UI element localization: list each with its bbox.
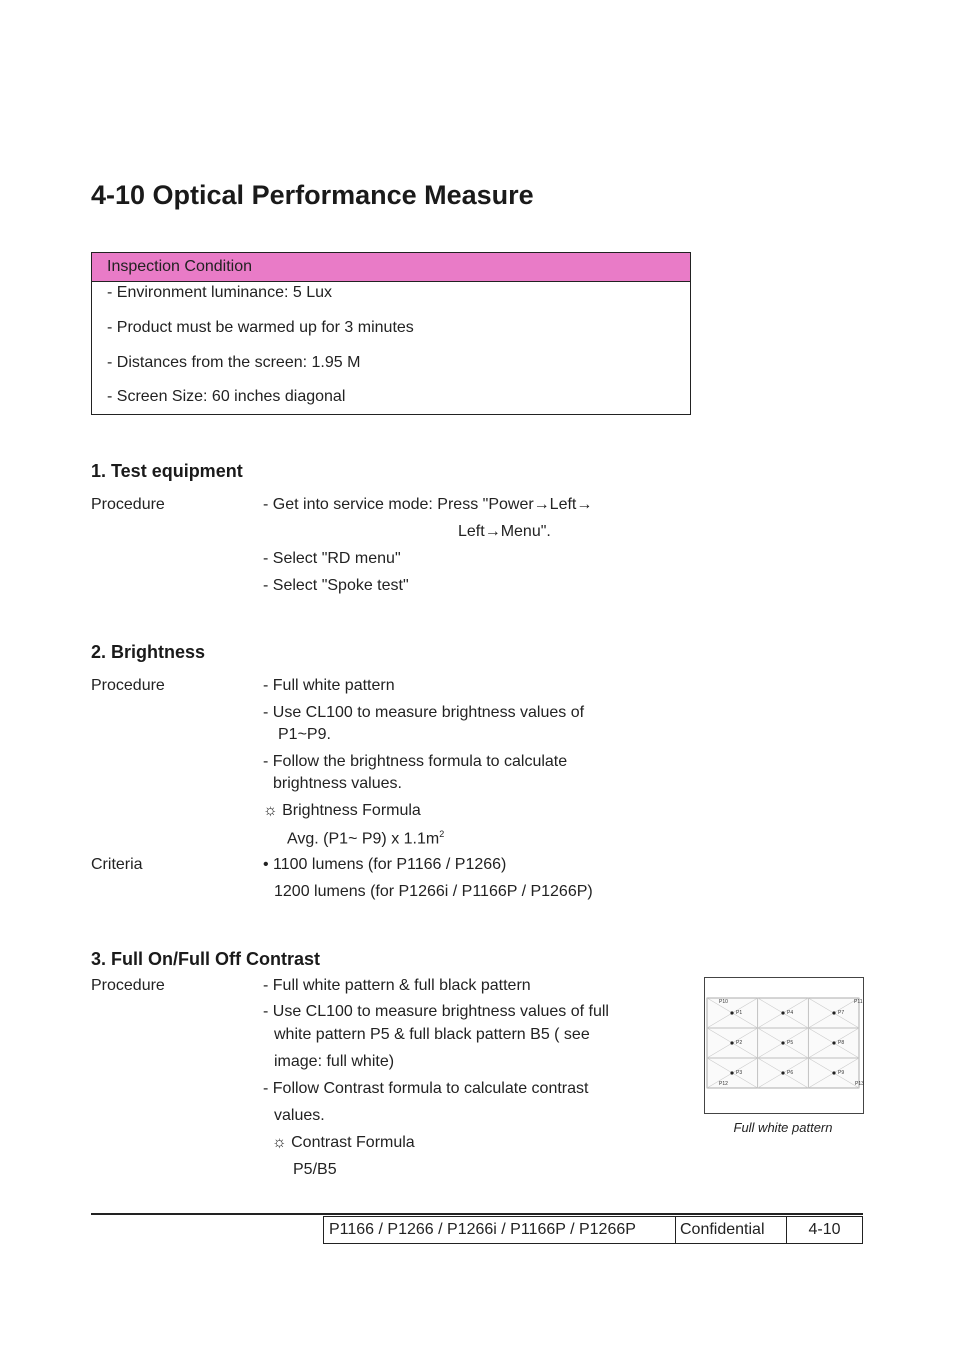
section-heading-contrast: 3. Full On/Full Off Contrast xyxy=(91,949,320,969)
procedure-line: values. xyxy=(274,1107,325,1124)
procedure-label: Procedure xyxy=(91,677,165,694)
point-p9 xyxy=(832,1071,835,1074)
point-p2 xyxy=(730,1041,733,1044)
criteria-line: • 1100 lumens (for P1166 / P1266) xyxy=(263,856,507,873)
footer-models: P1166 / P1266 / P1266i / P1166P / P1266P xyxy=(323,1216,676,1244)
measurement-grid-diagram xyxy=(705,978,863,1113)
point-p4 xyxy=(781,1011,784,1014)
point-p3 xyxy=(730,1071,733,1074)
inspection-item: - Distances from the screen: 1.95 M xyxy=(107,354,361,371)
point-label: P1 xyxy=(736,1010,743,1016)
procedure-line: Left→Menu". xyxy=(458,523,551,540)
inspection-condition-box xyxy=(91,252,691,415)
procedure-line: white pattern P5 & full black pattern B5 ( see xyxy=(274,1026,590,1043)
point-label: P9 xyxy=(838,1070,845,1076)
brightness-formula-label: ☼ Brightness Formula xyxy=(263,802,421,819)
procedure-line: - Follow Contrast formula to calculate contrast xyxy=(263,1080,589,1097)
criteria-label: Criteria xyxy=(91,856,143,873)
procedure-line: image: full white) xyxy=(274,1053,395,1070)
procedure-line: - Follow the brightness formula to calculate xyxy=(263,753,568,770)
point-p8 xyxy=(832,1041,835,1044)
page-title: 4-10 Optical Performance Measure xyxy=(91,180,534,210)
footer-page-number: 4-10 xyxy=(787,1216,863,1244)
footer-confidential: Confidential xyxy=(675,1216,787,1244)
procedure-line: - Use CL100 to measure brightness values of full xyxy=(263,1003,609,1020)
full-white-pattern-figure xyxy=(704,977,864,1114)
inspection-condition-header: Inspection Condition xyxy=(92,253,690,282)
point-p7 xyxy=(832,1011,835,1014)
point-label: P5 xyxy=(787,1040,794,1046)
procedure-line: - Select "Spoke test" xyxy=(263,577,409,594)
criteria-line: 1200 lumens (for P1266i / P1166P / P1266P) xyxy=(274,883,593,900)
point-label: P12 xyxy=(719,1081,728,1087)
formula-superscript: 2 xyxy=(439,829,445,839)
section-heading-test-equipment: 1. Test equipment xyxy=(91,461,243,481)
procedure-line: - Full white pattern & full black pattern xyxy=(263,977,531,994)
footer-rule xyxy=(91,1213,863,1215)
section-heading-brightness: 2. Brightness xyxy=(91,642,206,662)
contrast-formula: P5/B5 xyxy=(293,1161,337,1178)
point-label: P10 xyxy=(719,999,728,1005)
inspection-item: - Screen Size: 60 inches diagonal xyxy=(107,388,346,405)
procedure-line: brightness values. xyxy=(273,775,402,792)
procedure-line: - Get into service mode: Press "Power→Left→ xyxy=(263,496,593,513)
procedure-line: - Use CL100 to measure brightness values of xyxy=(263,704,585,721)
point-label: P13 xyxy=(855,1081,864,1087)
procedure-label: Procedure xyxy=(91,496,165,513)
point-label: P2 xyxy=(736,1040,743,1046)
point-label: P4 xyxy=(787,1010,794,1016)
procedure-label: Procedure xyxy=(91,977,165,994)
inspection-item: - Product must be warmed up for 3 minutes xyxy=(107,319,414,336)
point-p6 xyxy=(781,1071,784,1074)
procedure-line: - Select "RD menu" xyxy=(263,550,401,567)
point-label: P8 xyxy=(838,1040,845,1046)
point-p5 xyxy=(781,1041,784,1044)
procedure-line: P1~P9. xyxy=(278,726,331,743)
brightness-formula-text: Avg. (P1~ P9) x 1.1m xyxy=(287,830,440,848)
point-label: P11 xyxy=(854,999,863,1005)
point-label: P7 xyxy=(838,1010,845,1016)
brightness-formula xyxy=(287,829,444,848)
point-p1 xyxy=(730,1011,733,1014)
procedure-line: - Full white pattern xyxy=(263,677,395,694)
point-label: P6 xyxy=(787,1070,794,1076)
contrast-formula-label: ☼ Contrast Formula xyxy=(272,1134,415,1151)
point-label: P3 xyxy=(736,1070,743,1076)
inspection-item: - Environment luminance: 5 Lux xyxy=(107,284,332,301)
figure-caption: Full white pattern xyxy=(733,1120,833,1135)
